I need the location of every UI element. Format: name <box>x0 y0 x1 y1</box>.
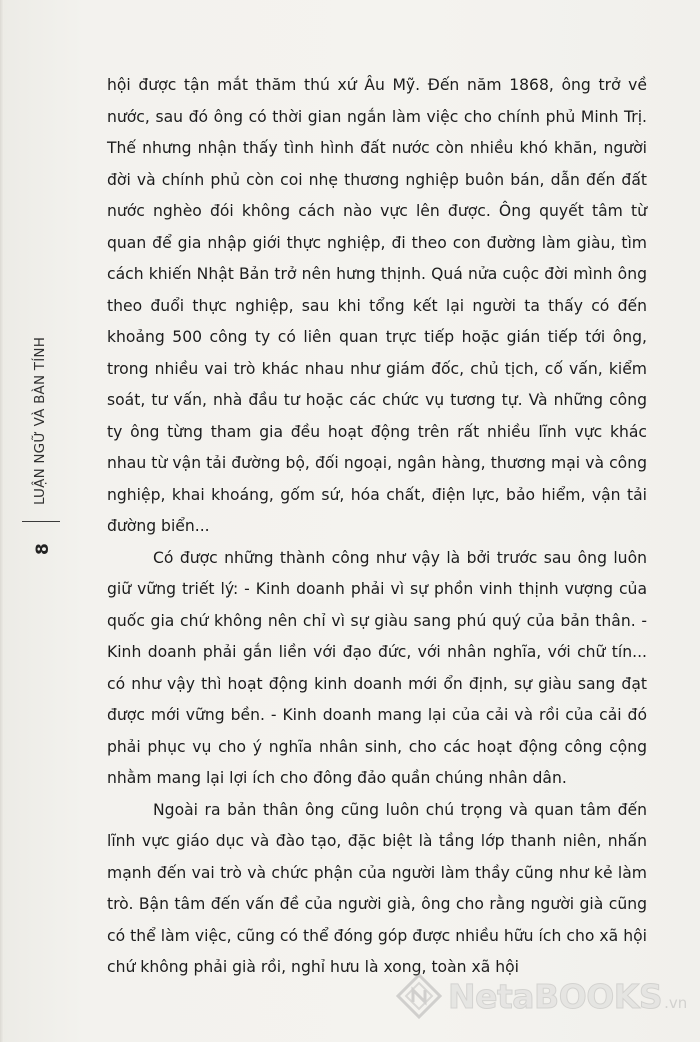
running-head-title: LUẬN NGỮ VÀ BÀN TÍNH <box>32 336 48 505</box>
page-gutter <box>0 0 4 1042</box>
body-text <box>107 70 647 984</box>
page-number: 8 <box>33 543 53 555</box>
paragraph: Có được những thành công như vậy là bởi trước sau ông luôn giữ vững triết lý: - Kinh doanh phải vì sự phồn vinh thịnh vượng của quốc gia chứ không nên chỉ vì sự giàu sang phú quý của bản thân. - Kinh doanh phải gắn liền với đạo đức, với nhân nghĩa, với chữ tín... có như vậy thì hoạt động kinh doanh mới ổn định, sự giàu sang đạt được mới vững bền. - Kinh doanh mang lại của cải và rồi của cải đó phải phục vụ cho ý nghĩa nhân sinh, cho các hoạt động công cộng nhằm mang lại lợi ích cho đông đảo quần chúng nhân dân. <box>107 548 647 787</box>
netabooks-logo-icon <box>396 973 442 1019</box>
watermark <box>396 968 696 1024</box>
paragraph: Ngoài ra bản thân ông cũng luôn chú trọng và quan tâm đến lĩnh vực giáo dục và đào tạo, đặc biệt là tầng lớp thanh niên, nhấn mạnh đến vai trò và chức phận của người làm thầy cũng như kẻ làm trò. Bận tâm đến vấn đề của người già, ông cho rằng người già cũng có thể làm việc, cũng có thể đóng góp được nhiều hữu ích cho xã hội chứ không phải già rồi, nghỉ hưu là xong, toàn xã hội <box>107 800 647 976</box>
watermark-suffix: .vn <box>664 994 688 1012</box>
running-head <box>22 285 72 595</box>
running-head-rule <box>22 521 60 522</box>
watermark-brand: NetaBOOKS <box>448 976 663 1016</box>
paragraph: hội được tận mắt thăm thú xứ Âu Mỹ. Đến năm 1868, ông trở về nước, sau đó ông có thời gian ngắn làm việc cho chính phủ Minh Trị. Thế nhưng nhận thấy tình hình đất nước còn nhiều khó khăn, người đời và chính phủ còn coi nhẹ thương nghiệp buôn bán, dẫn đến đất nước nghèo đói không cách nào vực lên được. Ông quyết tâm từ quan để gia nhập giới thực nghiệp, đi theo con đường làm giàu, tìm cách khiến Nhật Bản trở nên hưng thịnh. Quá nửa cuộc đời mình ông theo đuổi thực nghiệp, sau khi tổng kết lại người ta thấy có đến khoảng 500 công ty có liên quan trực tiếp hoặc gián tiếp tới ông, trong nhiều vai trò khác nhau như giám đốc, chủ tịch, cố vấn, kiểm soát, tư vấn, nhà đầu tư hoặc các chức vụ tương tự. Và những công ty ông từng tham gia đều hoạt động trên rất nhiều lĩnh vực khác nhau từ vận tải đường bộ, đối ngoại, ngân hàng, thương mại và công nghiệp, khai khoáng, gốm sứ, hóa chất, điện lực, bảo hiểm, vận tải đường biển... <box>107 76 647 535</box>
